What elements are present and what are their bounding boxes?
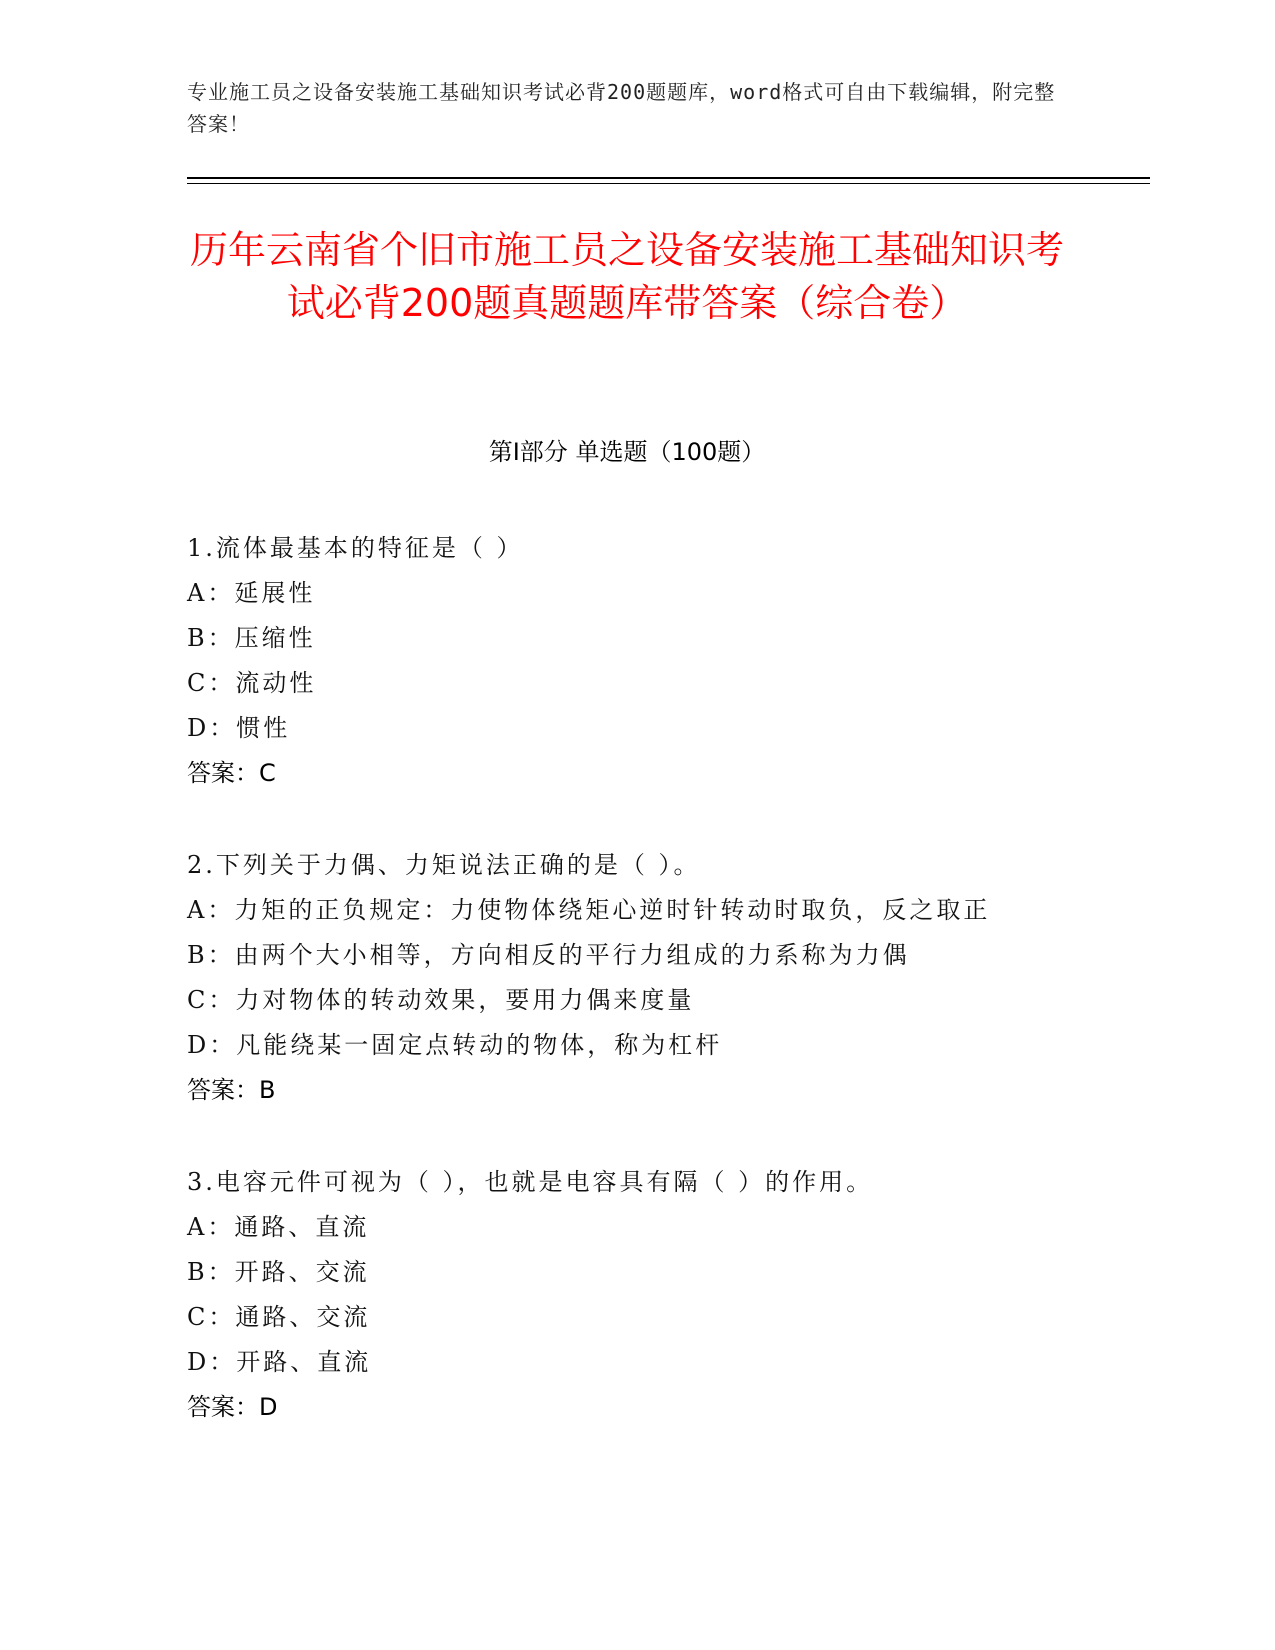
question-3 [187,1160,1087,1430]
question-stem: 2.下列关于力偶、力矩说法正确的是（ ）。 [187,851,701,879]
option-d: D：惯性 [187,714,291,742]
header-divider-thin [187,183,1150,184]
answer: 答案：C [187,759,276,787]
header-divider-thick [187,177,1150,179]
option-b: B：开路、交流 [187,1258,370,1286]
option-d: D：开路、直流 [187,1348,372,1376]
document-title: 历年云南省个旧市施工员之设备安装施工基础知识考试必背200题真题题库带答案（综合卷） [189,228,1064,325]
option-c: C：流动性 [187,669,317,697]
option-b: B：由两个大小相等，方向相反的平行力组成的力系称为力偶 [187,941,910,969]
option-c: C：力对物体的转动效果，要用力偶来度量 [187,986,695,1014]
question-stem: 3.电容元件可视为（ ），也就是电容具有隔（ ）的作用。 [187,1168,874,1196]
option-a: A：延展性 [187,579,316,607]
section-title: 第Ⅰ部分 单选题（100题） [488,438,766,466]
answer: 答案：D [187,1393,278,1421]
option-b: B：压缩性 [187,624,316,652]
answer: 答案：B [187,1076,276,1104]
option-d: D：凡能绕某一固定点转动的物体，称为杠杆 [187,1031,723,1059]
question-2 [187,843,1087,1113]
option-c: C：通路、交流 [187,1303,371,1331]
header-note: 专业施工员之设备安装施工基础知识考试必背200题题库，word格式可自由下载编辑，附完整答案！ [187,80,1056,136]
option-a: A：通路、直流 [187,1213,370,1241]
question-stem: 1.流体最基本的特征是（ ） [187,534,524,562]
option-a: A：力矩的正负规定：力使物体绕矩心逆时针转动时取负，反之取正 [187,896,991,924]
question-1 [187,526,1087,796]
